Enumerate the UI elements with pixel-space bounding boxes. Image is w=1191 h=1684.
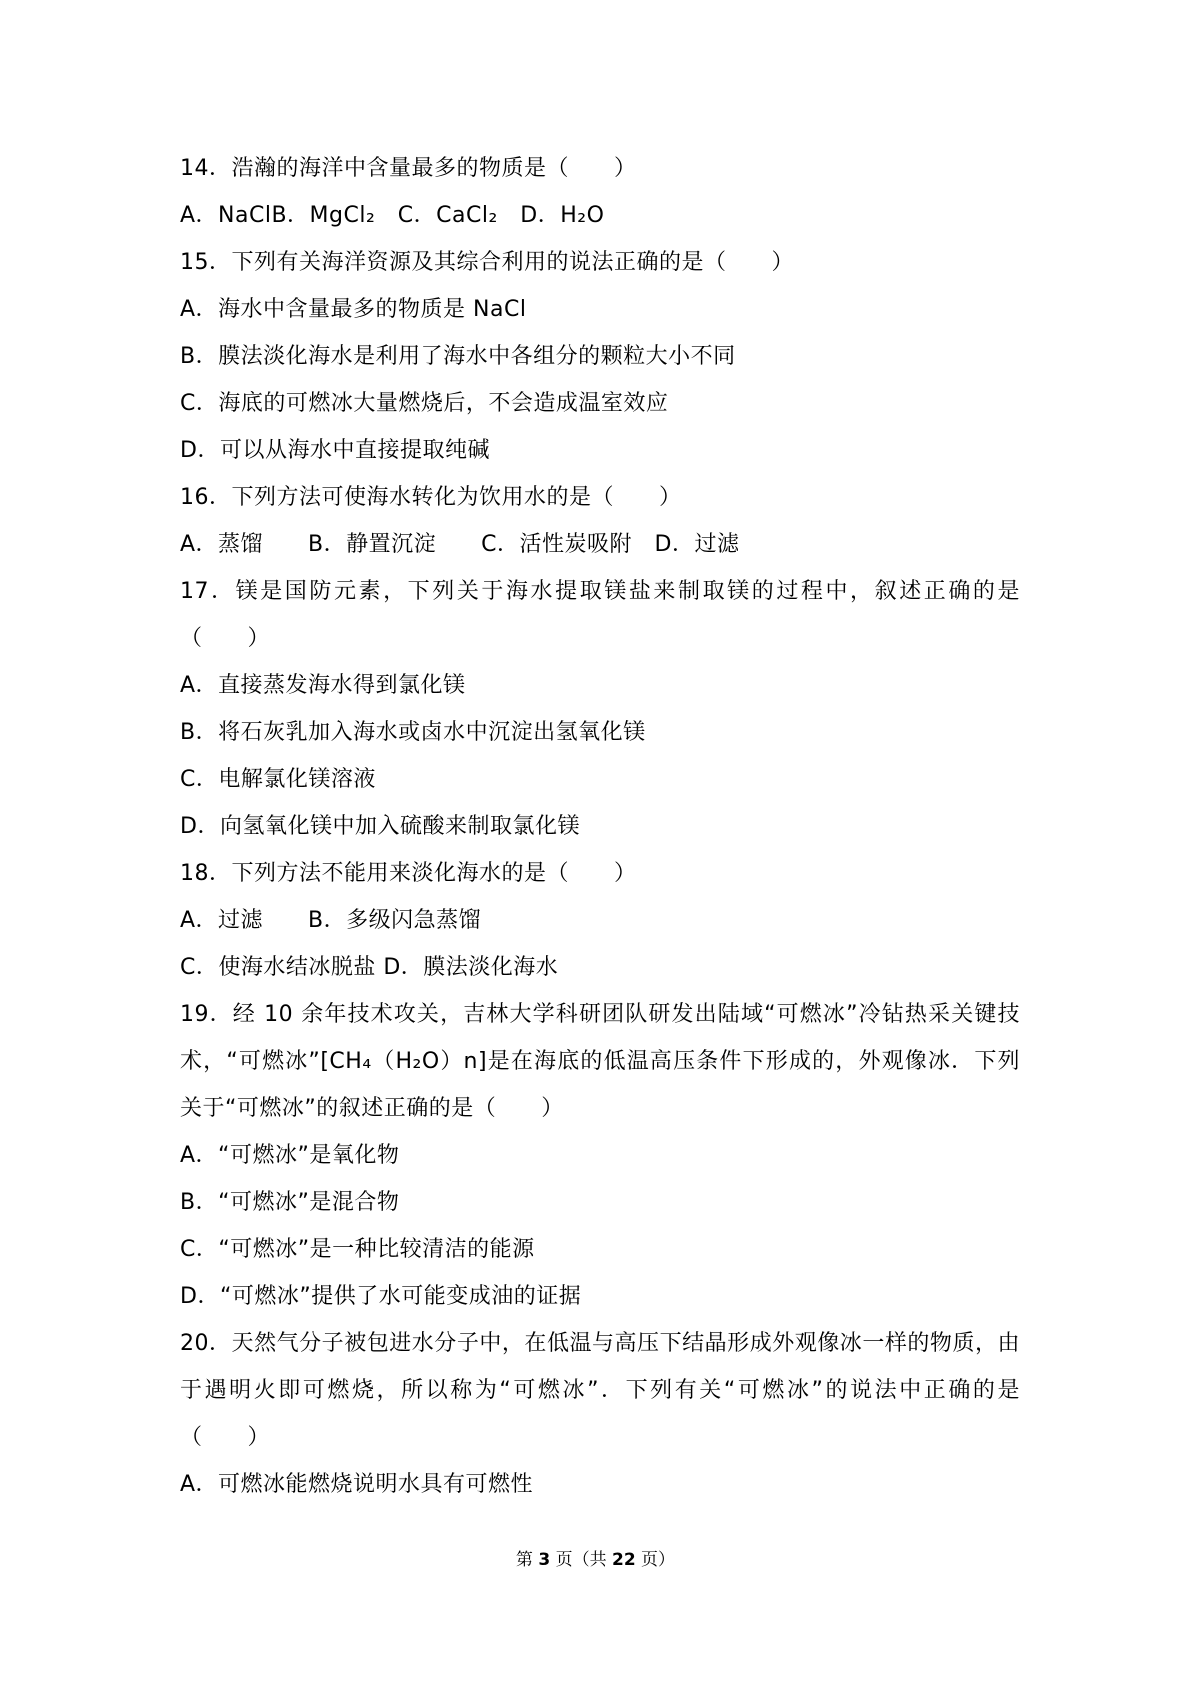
question-19-option-a: A．“可燃冰”是氧化物 — [180, 1143, 400, 1168]
question-16-options: A．蒸馏 B．静置沉淀 C．活性炭吸附 D．过滤 — [180, 532, 740, 557]
footer-middle: 页（共 — [550, 1550, 612, 1570]
question-list — [180, 145, 1020, 1508]
question-20-stem: 20．天然气分子被包进水分子中，在低温与高压下结晶形成外观像冰一样的物质，由于遇明火即可燃烧，所以称为“可燃冰”．下列有关“可燃冰”的说法中正确的是（ ） — [180, 1331, 1020, 1450]
question-15-option-b: B．膜法淡化海水是利用了海水中各组分的颗粒大小不同 — [180, 344, 736, 369]
question-14-stem: 14．浩瀚的海洋中含量最多的物质是（ ） — [180, 156, 637, 181]
question-20-option-a: A．可燃冰能燃烧说明水具有可燃性 — [180, 1472, 534, 1497]
question-17-option-a: A．直接蒸发海水得到氯化镁 — [180, 673, 466, 698]
question-18-stem: 18．下列方法不能用来淡化海水的是（ ） — [180, 861, 637, 886]
question-15-option-d: D．可以从海水中直接提取纯碱 — [180, 438, 490, 463]
question-19-stem: 19．经 10 余年技术攻关，吉林大学科研团队研发出陆域“可燃冰”冷钻热采关键技术，“可燃冰”[CH₄（H₂O）n]是在海底的低温高压条件下形成的，外观像冰．下列关于“可燃冰”的叙述正确的是（ ） — [180, 1002, 1020, 1121]
question-17-option-d: D．向氢氧化镁中加入硫酸来制取氯化镁 — [180, 814, 580, 839]
question-15-option-c: C．海底的可燃冰大量燃烧后，不会造成温室效应 — [180, 391, 669, 416]
question-19-option-c: C．“可燃冰”是一种比较清洁的能源 — [180, 1237, 535, 1262]
question-19-option-b: B．“可燃冰”是混合物 — [180, 1190, 400, 1215]
footer-prefix: 第 — [515, 1550, 539, 1570]
page-footer — [0, 1545, 1191, 1570]
question-14-options: A．NaClB．MgCl₂ C．CaCl₂ D．H₂O — [180, 203, 605, 228]
question-17-option-b: B．将石灰乳加入海水或卤水中沉淀出氢氧化镁 — [180, 720, 646, 745]
footer-total-pages: 22 — [611, 1550, 636, 1570]
question-19-option-d: D．“可燃冰”提供了水可能变成油的证据 — [180, 1284, 582, 1309]
question-17-option-c: C．电解氯化镁溶液 — [180, 767, 376, 792]
footer-suffix: 页） — [635, 1550, 676, 1570]
question-15-stem: 15．下列有关海洋资源及其综合利用的说法正确的是（ ） — [180, 250, 794, 275]
question-17-stem: 17．镁是国防元素，下列关于海水提取镁盐来制取镁的过程中，叙述正确的是（ ） — [180, 579, 1020, 651]
footer-page-number: 3 — [538, 1550, 551, 1570]
question-18-options-ab: A．过滤 B．多级闪急蒸馏 — [180, 908, 482, 933]
question-15-option-a: A．海水中含量最多的物质是 NaCl — [180, 297, 527, 322]
question-16-stem: 16．下列方法可使海水转化为饮用水的是（ ） — [180, 485, 682, 510]
question-18-options-cd: C．使海水结冰脱盐 D．膜法淡化海水 — [180, 955, 559, 980]
